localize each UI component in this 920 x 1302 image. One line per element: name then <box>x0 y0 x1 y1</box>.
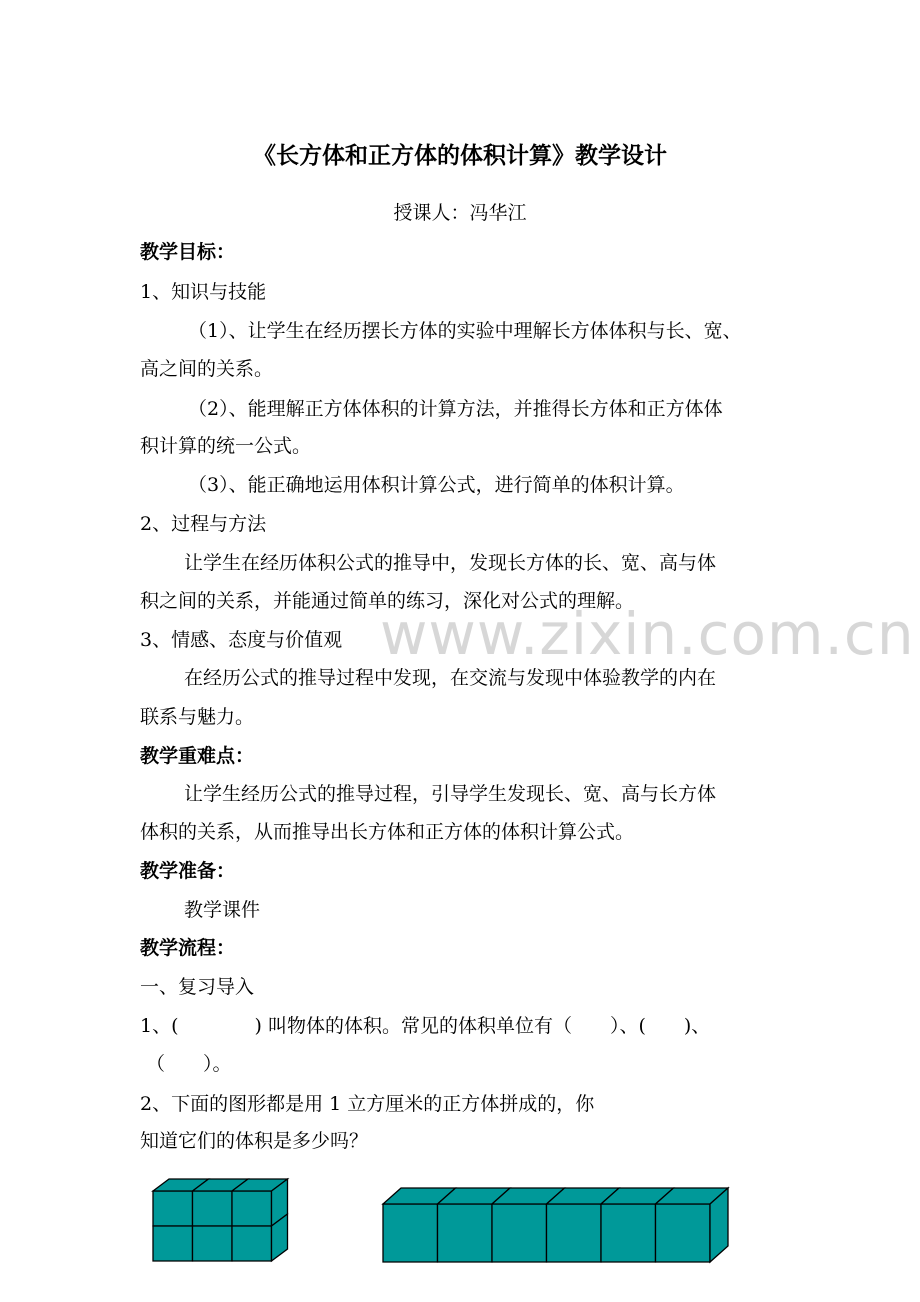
question1-line1: 1、( ) 叫物体的体积。常见的体积单位有（ ）、( )、 <box>140 1015 711 1037</box>
cube-figure-6x1 <box>380 1185 732 1265</box>
flow-part1: 一、复习导入 <box>140 976 255 998</box>
question2-line2: 知道它们的体积是多少吗？ <box>140 1130 369 1152</box>
cube-front-face <box>232 1191 272 1226</box>
cube-front-face <box>193 1191 233 1226</box>
goals-heading: 教学目标： <box>140 241 236 263</box>
question2-line1: 2、下面的图形都是用 1 立方厘米的正方体拼成的，你 <box>140 1093 595 1115</box>
cube-front-face <box>232 1226 272 1261</box>
question1-line2: （ ）。 <box>146 1053 232 1075</box>
goal1-item1-line1: （1）、让学生在经历摆长方体的实验中理解长方体体积与长、宽、 <box>188 320 742 342</box>
cube-front-face <box>656 1204 711 1262</box>
goal1-item3: （3）、能正确地运用体积计算公式，进行简单的体积计算。 <box>188 474 685 496</box>
cube-front-face <box>193 1226 233 1261</box>
goal2-line1: 让学生在经历体积公式的推导中，发现长方体的长、宽、高与体 <box>184 552 717 574</box>
goal1-item2-line2: 积计算的统一公式。 <box>140 435 312 457</box>
goal1-item1-line2: 高之间的关系。 <box>140 358 274 380</box>
key-heading: 教学重难点： <box>140 745 255 767</box>
cube-front-face <box>383 1204 438 1262</box>
goal3-heading: 3、情感、态度与价值观 <box>140 629 343 651</box>
goal3-line2: 联系与魅力。 <box>140 706 255 728</box>
goal2-heading: 2、过程与方法 <box>140 513 267 535</box>
key-line2: 体积的关系，从而推导出长方体和正方体的体积计算公式。 <box>140 821 635 843</box>
cube-front-face <box>153 1226 193 1261</box>
goal2-line2: 积之间的关系，并能通过简单的练习，深化对公式的理解。 <box>140 590 635 612</box>
cube-front-face <box>601 1204 656 1262</box>
author-line: 授课人：冯华江 <box>393 202 527 224</box>
cube-figure-3x2 <box>150 1175 295 1265</box>
flow-heading: 教学流程： <box>140 937 236 959</box>
prep-heading: 教学准备： <box>140 860 236 882</box>
cube-front-face <box>153 1191 193 1226</box>
goal1-heading: 1、知识与技能 <box>140 281 267 303</box>
document-title: 《长方体和正方体的体积计算》教学设计 <box>253 143 667 169</box>
goal3-line1: 在经历公式的推导过程中发现，在交流与发现中体验教学的内在 <box>184 667 717 689</box>
cube-front-face <box>547 1204 602 1262</box>
prep-text: 教学课件 <box>184 899 261 921</box>
cube-front-face <box>492 1204 547 1262</box>
watermark: www.zixin.com.cn <box>380 600 915 668</box>
key-line1: 让学生经历公式的推导过程，引导学生发现长、宽、高与长方体 <box>184 783 717 805</box>
goal1-item2-line1: （2）、能理解正方体体积的计算方法，并推得长方体和正方体体 <box>188 398 723 420</box>
cube-front-face <box>438 1204 493 1262</box>
